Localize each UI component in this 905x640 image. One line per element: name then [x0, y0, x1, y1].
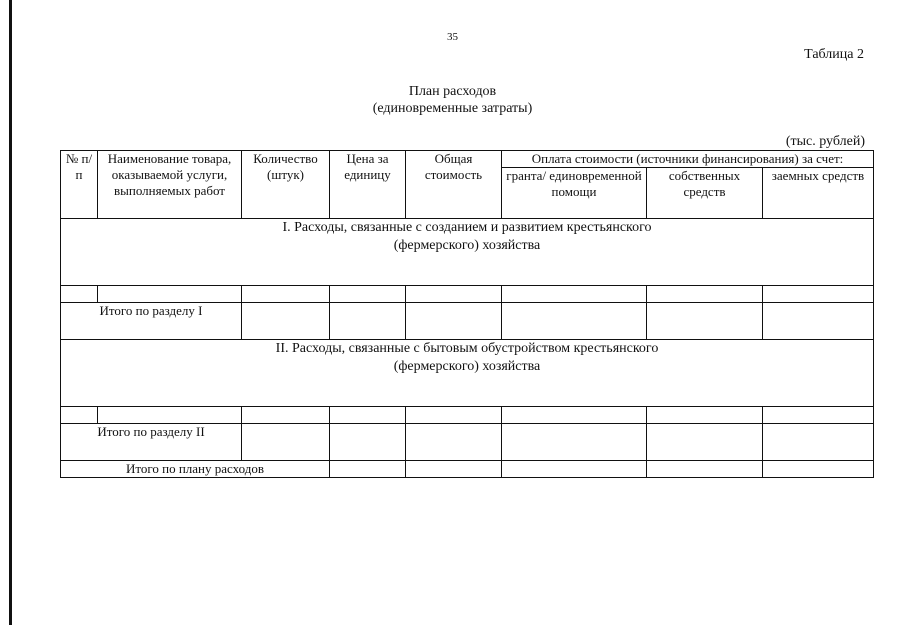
title-line-1: План расходов — [408, 84, 497, 99]
section-2-title-line-1: II. Расходы, связанные с бытовым обустройством крестьянского — [275, 341, 659, 356]
table-cell — [406, 461, 502, 478]
section-1-title-line-2: (фермерского) хозяйства — [393, 238, 541, 253]
header-own-funds: собственных средств — [647, 168, 763, 219]
table-cell — [330, 286, 406, 303]
table-cell — [242, 303, 330, 340]
section-2-entry-row — [61, 407, 874, 424]
section-2-title-line-2: (фермерского) хозяйства — [393, 359, 541, 374]
table-cell — [502, 424, 647, 461]
table-cell — [502, 407, 647, 424]
table-cell — [242, 286, 330, 303]
table-cell — [763, 286, 874, 303]
section-1-total-label: Итого по разделу I — [61, 303, 242, 340]
table-cell — [330, 461, 406, 478]
grand-total-label: Итого по плану расходов — [61, 461, 330, 478]
table-cell — [502, 286, 647, 303]
section-1-title-line-1: I. Расходы, связанные с созданием и развитием крестьянского — [282, 220, 652, 235]
table-cell — [61, 407, 98, 424]
header-quantity: Количество (штук) — [242, 151, 330, 219]
table-cell — [647, 303, 763, 340]
header-payment-sources: Оплата стоимости (источники финансирования) за счет: — [502, 151, 874, 168]
table-cell — [406, 303, 502, 340]
section-1-total-row — [61, 303, 874, 340]
table-cell — [647, 286, 763, 303]
header-total-cost: Общая стоимость — [406, 151, 502, 219]
unit-note: (тыс. рублей) — [785, 134, 865, 149]
table-cell — [242, 424, 330, 461]
page-number: 35 — [447, 31, 458, 43]
table-cell — [330, 407, 406, 424]
table-cell — [242, 407, 330, 424]
table-cell — [647, 407, 763, 424]
section-2-title — [61, 340, 874, 407]
table-cell — [330, 424, 406, 461]
section-2-total-label: Итого по разделу II — [61, 424, 242, 461]
document-title — [0, 83, 905, 117]
table-cell — [502, 461, 647, 478]
table-cell — [61, 286, 98, 303]
table-label: Таблица 2 — [804, 47, 864, 62]
header-grant: гранта/ единовременной помощи — [502, 168, 647, 219]
expense-plan-table — [60, 150, 874, 478]
table-cell — [647, 424, 763, 461]
section-2-header-row — [61, 340, 874, 407]
table-cell — [330, 303, 406, 340]
header-unit-price: Цена за единицу — [330, 151, 406, 219]
table-cell — [406, 424, 502, 461]
table-cell — [763, 407, 874, 424]
section-1-title — [61, 219, 874, 286]
table-cell — [406, 286, 502, 303]
header-name: Наименование товара, оказываемой услуги, выполняемых работ — [98, 151, 242, 219]
title-line-2: (единовременные затраты) — [372, 101, 533, 116]
grand-total-row — [61, 461, 874, 478]
header-num: № п/п — [61, 151, 98, 219]
section-1-header-row — [61, 219, 874, 286]
table-cell — [647, 461, 763, 478]
header-row — [61, 151, 874, 168]
table-cell — [406, 407, 502, 424]
table-cell — [763, 461, 874, 478]
table-cell — [98, 407, 242, 424]
table-cell — [763, 424, 874, 461]
table-cell — [98, 286, 242, 303]
section-2-total-row — [61, 424, 874, 461]
table-cell — [502, 303, 647, 340]
header-loan-funds: заемных средств — [763, 168, 874, 219]
table-cell — [763, 303, 874, 340]
section-1-entry-row — [61, 286, 874, 303]
